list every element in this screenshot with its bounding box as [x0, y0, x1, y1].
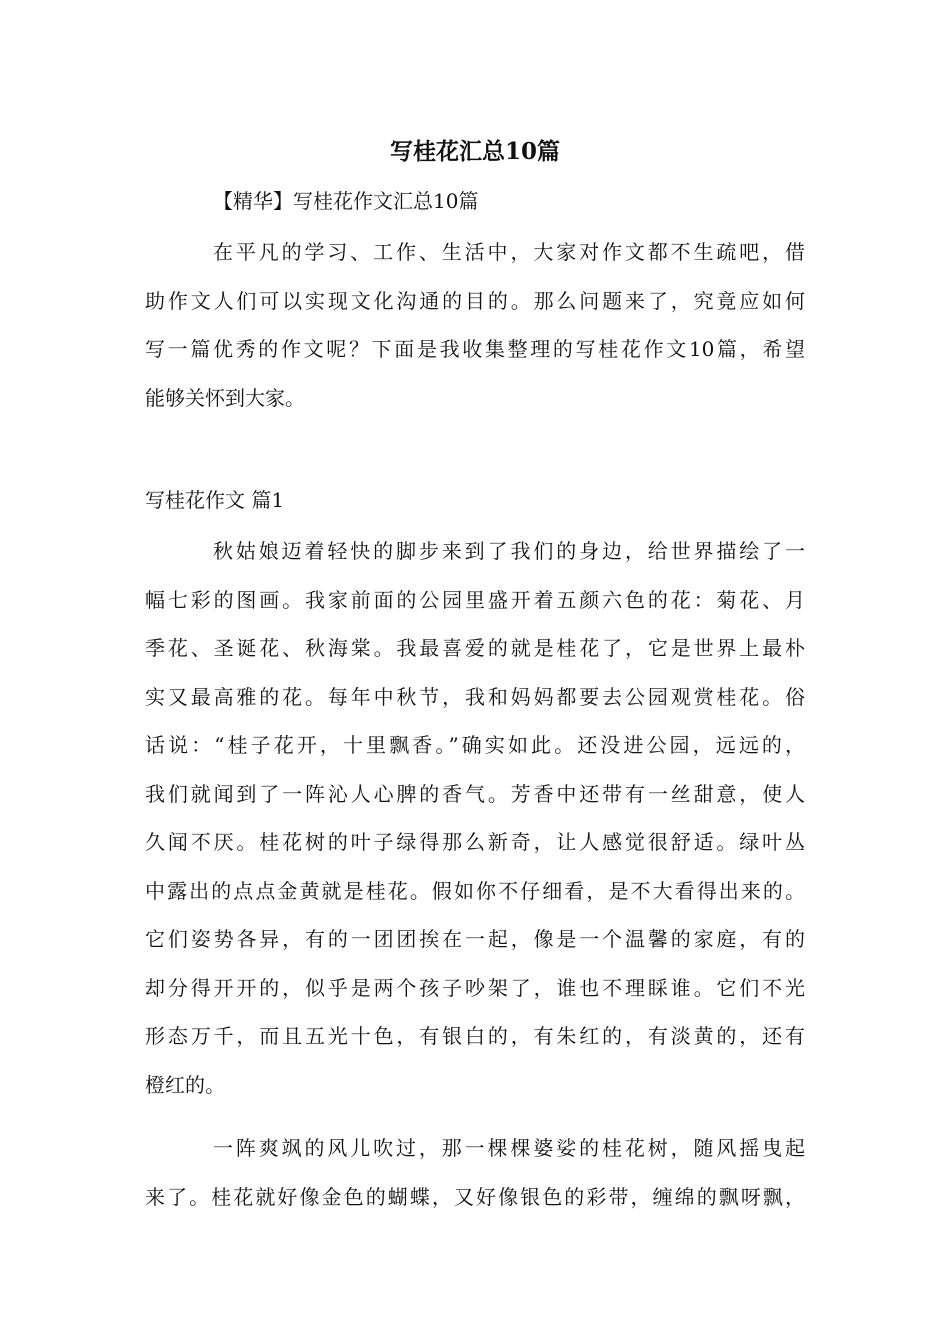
- paragraph-line: 一阵爽飒的风儿吹过，那一棵棵婆娑的桂花树，随风摇曳起: [213, 1136, 805, 1160]
- paragraph-line: 中露出的点点金黄就是桂花。假如你不仔细看，是不大看得出来的。: [145, 878, 805, 903]
- paragraph-line: 我们就闻到了一阵沁人心脾的香气。芳香中还带有一丝甜意，使人: [145, 781, 805, 806]
- paragraph-line: 久闻不厌。桂花树的叶子绿得那么新奇，让人感觉很舒适。绿叶丛: [145, 830, 805, 854]
- essay1-paragraph-2: [145, 1124, 805, 1221]
- section-heading: 写桂花作文 篇1: [145, 488, 285, 512]
- paragraph-line: 秋姑娘迈着轻快的脚步来到了我们的身边，给世界描绘了一: [213, 539, 805, 563]
- paragraph-line: 助作文人们可以实现文化沟通的目的。那么问题来了，究竟应如何: [145, 288, 805, 313]
- paragraph-line: 来了。桂花就好像金色的蝴蝶，又好像银色的彩带，缠绵的飘呀飘，: [145, 1184, 805, 1209]
- document-subtitle: 【精华】写桂花作文汇总10篇: [213, 189, 479, 213]
- paragraph-line: 形态万千，而且五光十色，有银白的，有朱红的，有淡黄的，还有: [145, 1024, 805, 1048]
- paragraph-line: 它们姿势各异，有的一团团挨在一起，像是一个温馨的家庭，有的: [145, 927, 805, 951]
- paragraph-line: 却分得开开的，似乎是两个孩子吵架了，谁也不理睬谁。它们不光: [145, 975, 805, 1000]
- paragraph-line: 写一篇优秀的作文呢？下面是我收集整理的写桂花作文10篇，希望: [145, 337, 805, 361]
- paragraph-line: 幅七彩的图画。我家前面的公园里盛开着五颜六色的花：菊花、月: [145, 587, 805, 612]
- document-title: 写桂花汇总10篇: [389, 138, 560, 165]
- intro-paragraph: [145, 228, 805, 422]
- paragraph-line: 话说：“桂子花开，十里飘香。”确实如此。还没进公园，远远的，: [145, 733, 805, 757]
- paragraph-line: 橙红的。: [145, 1072, 225, 1097]
- paragraph-line: 在平凡的学习、工作、生活中，大家对作文都不生疏吧，借: [213, 240, 805, 264]
- essay1-paragraph-1: [145, 527, 805, 1109]
- paragraph-line: 季花、圣诞花、秋海棠。我最喜爱的就是桂花了，它是世界上最朴: [145, 636, 805, 660]
- paragraph-line: 实又最高雅的花。每年中秋节，我和妈妈都要去公园观赏桂花。俗: [145, 684, 805, 709]
- paragraph-line: 能够关怀到大家。: [145, 385, 305, 410]
